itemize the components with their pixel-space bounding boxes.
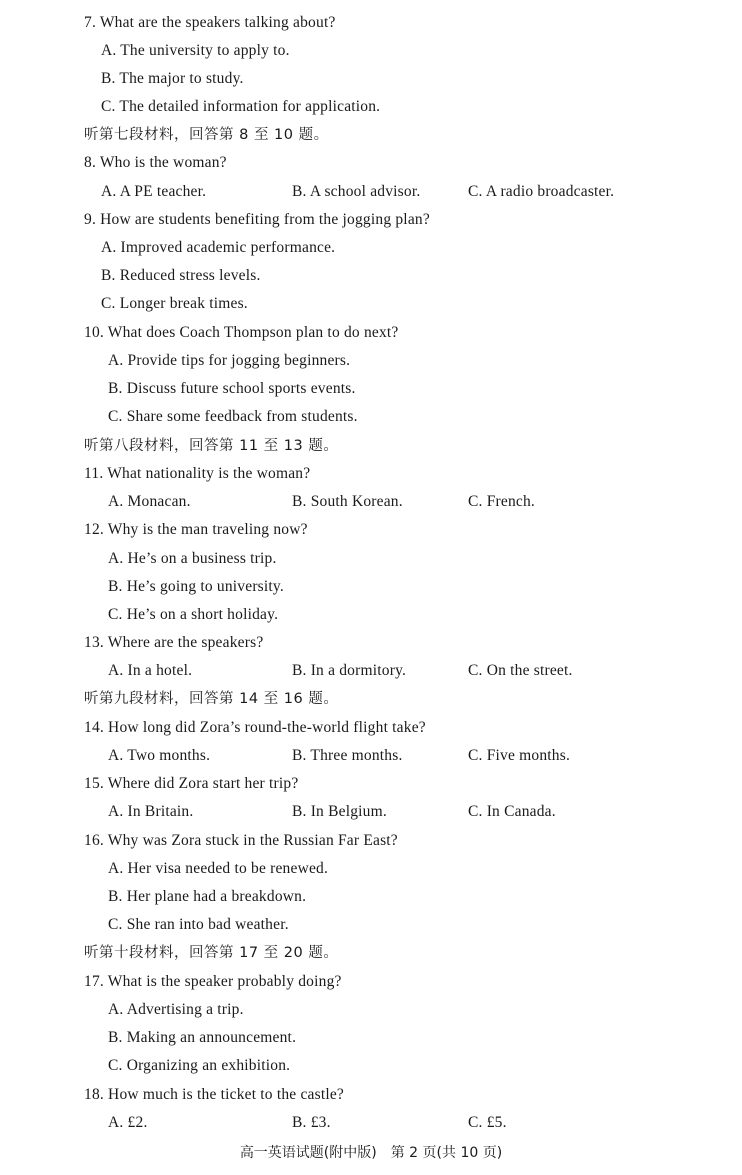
question-16-option-b: B. Her plane had a breakdown. <box>108 888 307 905</box>
question-18-option-b: B. £3. <box>292 1114 331 1131</box>
question-9-stem: 9. How are students benefiting from the jogging plan? <box>84 211 430 228</box>
question-10-option-c: C. Share some feedback from students. <box>108 408 358 425</box>
question-11-option-c: C. French. <box>468 493 536 510</box>
question-9-option-b: B. Reduced stress levels. <box>101 267 261 284</box>
question-14-option-b: B. Three months. <box>292 747 403 764</box>
question-17-option-a: A. Advertising a trip. <box>108 1001 244 1018</box>
question-13-option-c: C. On the street. <box>468 662 573 679</box>
question-10-option-a: A. Provide tips for jogging beginners. <box>108 352 351 369</box>
question-11-options <box>0 490 742 514</box>
question-17-stem: 17. What is the speaker probably doing? <box>84 973 342 990</box>
question-11-option-b: B. South Korean. <box>292 493 403 510</box>
question-18-option-a: A. £2. <box>108 1114 148 1131</box>
question-8-options <box>0 180 742 204</box>
question-14-option-c: C. Five months. <box>468 747 571 764</box>
question-15-option-c: C. In Canada. <box>468 803 556 820</box>
question-16-option-c: C. She ran into bad weather. <box>108 916 289 933</box>
question-7-option-a: A. The university to apply to. <box>101 42 290 59</box>
question-14-stem: 14. How long did Zora’s round-the-world flight take? <box>84 719 426 736</box>
question-18-options <box>0 1111 742 1135</box>
question-15-options <box>0 800 742 824</box>
question-11-option-a: A. Monacan. <box>108 493 191 510</box>
section-8-instruction: 听第八段材料，回答第 11 至 13 题。 <box>84 438 339 454</box>
question-18-option-c: C. £5. <box>468 1114 507 1131</box>
question-12-option-c: C. He’s on a short holiday. <box>108 606 279 623</box>
section-7-instruction: 听第七段材料，回答第 8 至 10 题。 <box>84 127 329 143</box>
question-13-options <box>0 659 742 683</box>
question-16-option-a: A. Her visa needed to be renewed. <box>108 860 329 877</box>
question-8-option-b: B. A school advisor. <box>292 183 421 200</box>
question-15-option-a: A. In Britain. <box>108 803 194 820</box>
question-10-option-b: B. Discuss future school sports events. <box>108 380 356 397</box>
question-14-option-a: A. Two months. <box>108 747 211 764</box>
question-17-option-c: C. Organizing an exhibition. <box>108 1057 291 1074</box>
question-9-option-a: A. Improved academic performance. <box>101 239 336 256</box>
question-18-stem: 18. How much is the ticket to the castle? <box>84 1086 345 1103</box>
section-9-instruction: 听第九段材料，回答第 14 至 16 题。 <box>84 691 339 707</box>
question-9-option-c: C. Longer break times. <box>101 295 248 312</box>
question-12-option-a: A. He’s on a business trip. <box>108 550 277 567</box>
question-15-stem: 15. Where did Zora start her trip? <box>84 775 299 792</box>
question-13-option-b: B. In a dormitory. <box>292 662 407 679</box>
question-8-option-c: C. A radio broadcaster. <box>468 183 615 200</box>
question-7-stem: 7. What are the speakers talking about? <box>84 14 336 31</box>
question-12-option-b: B. He’s going to university. <box>108 578 284 595</box>
question-15-option-b: B. In Belgium. <box>292 803 387 820</box>
question-11-stem: 11. What nationality is the woman? <box>84 465 311 482</box>
question-17-option-b: B. Making an announcement. <box>108 1029 297 1046</box>
question-10-stem: 10. What does Coach Thompson plan to do next? <box>84 324 399 341</box>
question-7-option-b: B. The major to study. <box>101 70 244 87</box>
question-12-stem: 12. Why is the man traveling now? <box>84 521 308 538</box>
question-13-stem: 13. Where are the speakers? <box>84 634 264 651</box>
question-8-stem: 8. Who is the woman? <box>84 154 227 171</box>
question-14-options <box>0 744 742 768</box>
question-16-stem: 16. Why was Zora stuck in the Russian Far East? <box>84 832 398 849</box>
question-8-option-a: A. A PE teacher. <box>101 183 207 200</box>
section-10-instruction: 听第十段材料，回答第 17 至 20 题。 <box>84 945 339 961</box>
question-13-option-a: A. In a hotel. <box>108 662 193 679</box>
page-footer: 高一英语试题(附中版) 第 2 页(共 10 页) <box>239 1145 503 1161</box>
question-7-option-c: C. The detailed information for application. <box>101 98 381 115</box>
